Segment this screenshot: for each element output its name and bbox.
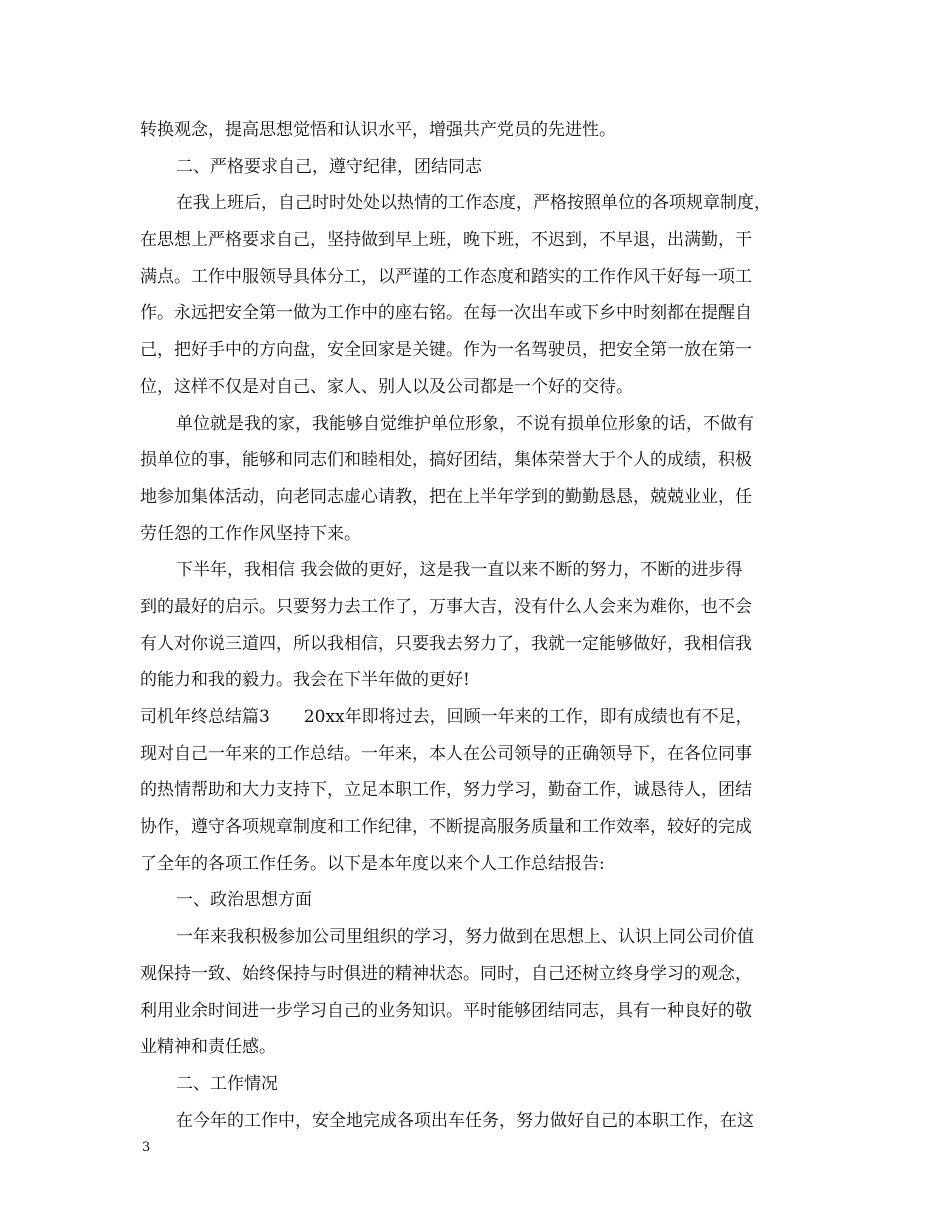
- section-heading: 一、政治思想方面: [176, 890, 312, 911]
- text-line: 位，这样不仅是对自己、家人、别人以及公司都是一个好的交待。: [140, 376, 633, 397]
- text-line: 满点。工作中服领导具体分工，以严谨的工作态度和踏实的工作作风干好每一项工: [140, 266, 752, 287]
- section-heading: 二、严格要求自己，遵守纪律，团结同志: [176, 156, 482, 177]
- text-line: 了全年的各项工作任务。以下是本年度以来个人工作总结报告:: [140, 853, 605, 874]
- text-line: 在今年的工作中，安全地完成各项出车任务，努力做好自己的本职工作，在这: [176, 1110, 754, 1131]
- text-line: 利用业余时间进一步学习自己的业务知识。平时能够团结同志，具有一种良好的敬: [140, 1000, 752, 1021]
- text-line: 转换观念，提高思想觉悟和认识水平，增强共产党员的先进性。: [140, 120, 616, 140]
- text-line: 业精神和责任感。: [140, 1037, 276, 1058]
- text-line: 的能力和我的毅力。我会在下半年做的更好!: [140, 670, 470, 691]
- text-line: 观保持一致、始终保持与时俱进的精神状态。同时，自己还树立终身学习的观念，: [140, 963, 752, 984]
- page-number: 3: [142, 1140, 151, 1155]
- text-line: 协作，遵守各项规章制度和工作纪律，不断提高服务质量和工作效率，较好的完成: [140, 817, 752, 838]
- text-line: 到的最好的启示。只要努力去工作了，万事大吉，没有什么人会来为难你，也不会: [140, 596, 752, 617]
- article-title-line: 司机年终总结篇3 20xx年即将过去，回顾一年来的工作，即有成绩也有不足，: [140, 707, 753, 727]
- text-line: 地参加集体活动，向老同志虚心请教，把在上半年学到的勤勤恳恳，兢兢业业，任: [140, 486, 752, 507]
- document-body: [140, 112, 820, 1139]
- text-line: 劳任怨的工作作风坚持下来。: [140, 523, 361, 544]
- text-line: 损单位的事，能够和同志们和睦相处，搞好团结，集体荣誉大于个人的成绩，积极: [140, 450, 752, 471]
- text-line: 单位就是我的家，我能够自觉维护单位形象，不说有损单位形象的话，不做有: [176, 413, 754, 434]
- text-line: 下半年，我相信 我会做的更好，这是我一直以来不断的努力，不断的进步得: [176, 560, 743, 581]
- text-line: 一年来我积极参加公司里组织的学习，努力做到在思想上、认识上同公司价值: [176, 927, 754, 948]
- text-line: 在思想上严格要求自己，坚持做到早上班，晚下班，不迟到，不早退，出满勤，干: [140, 230, 752, 251]
- text-line: 的热情帮助和大力支持下，立足本职工作，努力学习，勤奋工作，诚恳待人，团结: [140, 780, 752, 801]
- text-line: 现对自己一年来的工作总结。一年来，本人在公司领导的正确领导下，在各位同事: [140, 743, 752, 764]
- text-line: 在我上班后，自己时时处处以热情的工作态度，严格按照单位的各项规章制度，: [176, 193, 771, 214]
- section-heading: 二、工作情况: [176, 1073, 278, 1094]
- text-line: 作。永远把安全第一做为工作中的座右铭。在每一次出车或下乡中时刻都在提醒自: [140, 303, 752, 324]
- text-line: 己，把好手中的方向盘，安全回家是关键。作为一名驾驶员，把安全第一放在第一: [140, 340, 752, 361]
- text-line: 有人对你说三道四，所以我相信，只要我去努力了，我就一定能够做好，我相信我: [140, 633, 752, 654]
